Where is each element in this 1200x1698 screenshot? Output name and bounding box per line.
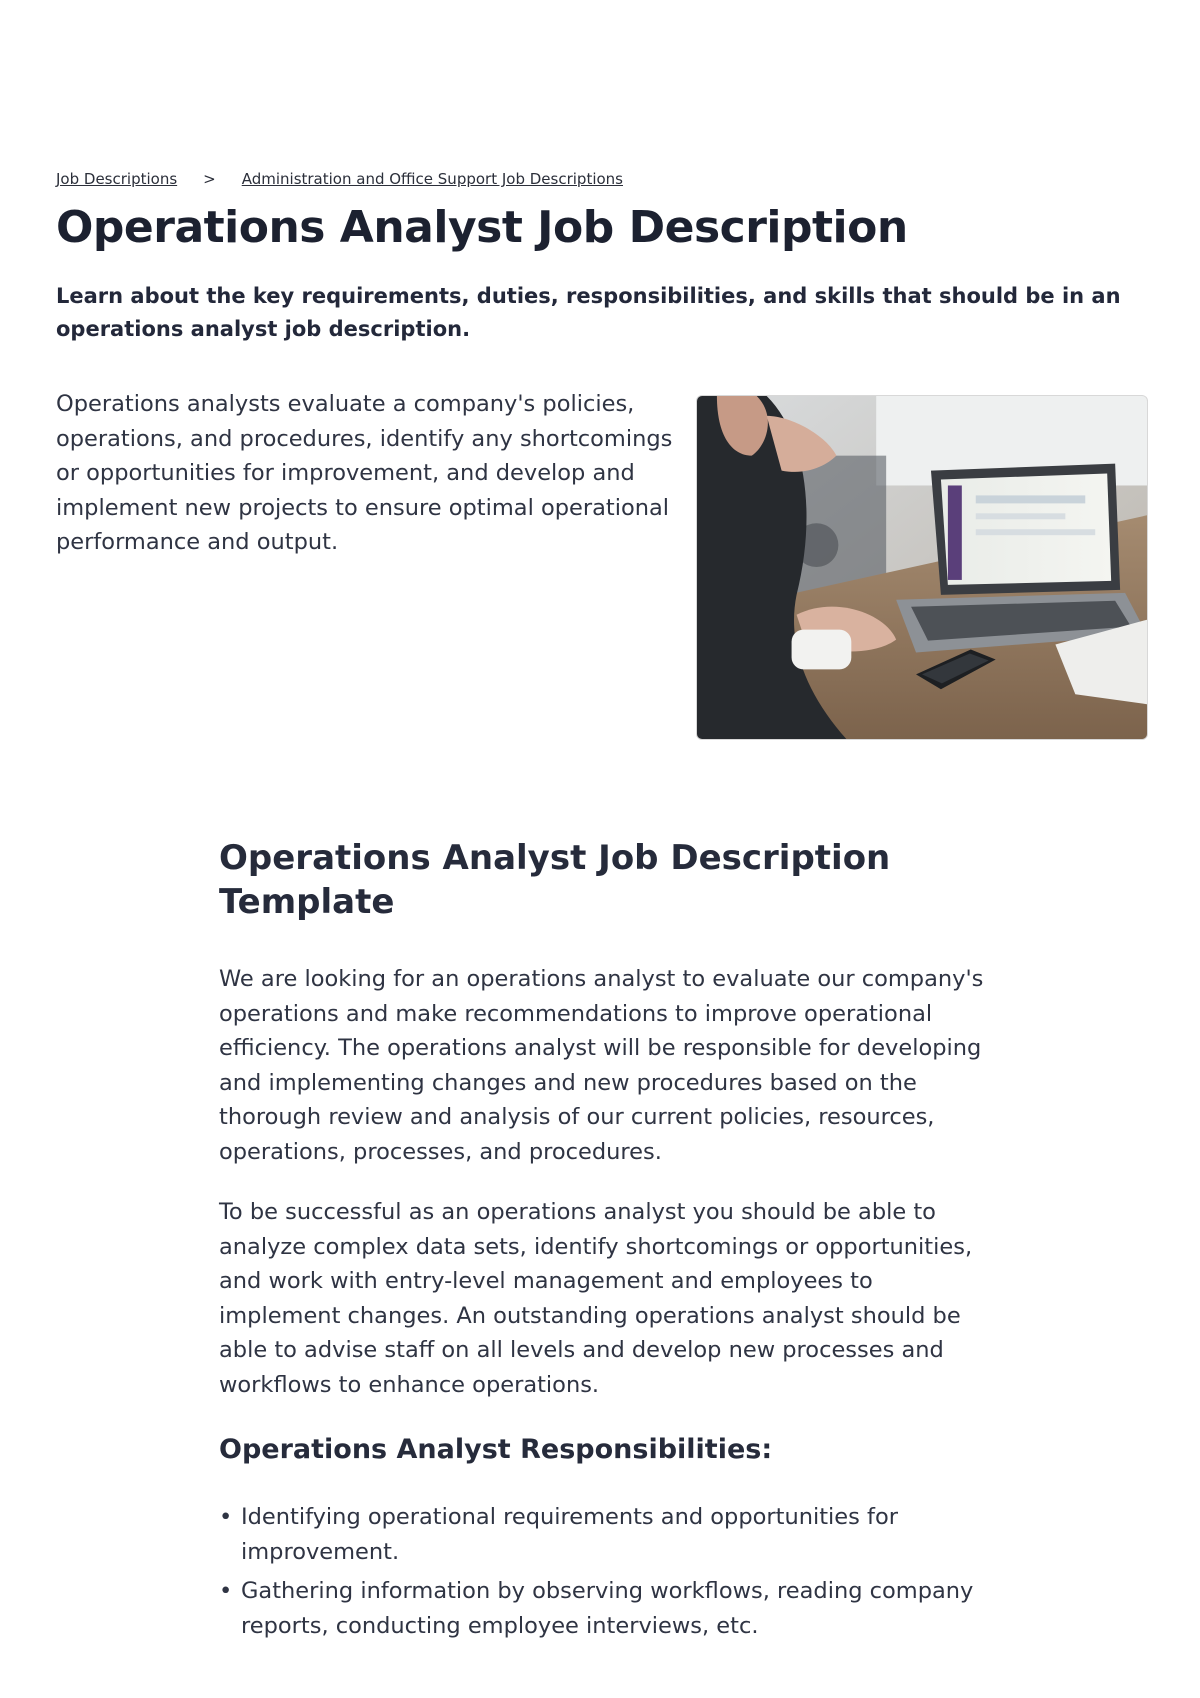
template-paragraph-2: To be successful as an operations analyst you should be able to analyze complex data sets, identify shortcomings or opportunities, and work with entry-level management and employees to implement changes. An outstanding operations analyst should be able to advise staff on all levels and develop new processes and workflows to enhance operations. xyxy=(219,1199,973,1398)
intro-paragraph: Operations analysts evaluate a company's policies, operations, and procedures, identify any shortcomings or opportunities for improvement, and develop and implement new projects to ensure optimal operational performance and output. xyxy=(56,391,673,555)
breadcrumb xyxy=(56,170,623,188)
list-item: • Gathering information by observing workflows, reading company reports, conducting employee interviews, etc. xyxy=(219,1574,989,1643)
template-paragraph-1: We are looking for an operations analyst to evaluate our company's operations and make recommendations to improve operational efficiency. The operations analyst will be responsible for developing and implementing changes and new procedures based on the thorough review and analysis of our current policies, resources, operations, processes, and procedures. xyxy=(219,966,984,1165)
template-section xyxy=(219,836,989,1648)
breadcrumb-link-job-descriptions[interactable]: Job Descriptions xyxy=(56,170,178,188)
template-heading: Operations Analyst Job Description Template xyxy=(219,838,891,922)
page-lead: Learn about the key requirements, duties, responsibilities, and skills that should be in an operations analyst job description. xyxy=(56,284,1121,341)
breadcrumb-separator: > xyxy=(203,170,216,188)
hero-image-illustration xyxy=(697,396,1147,739)
hero-image xyxy=(696,395,1148,740)
breadcrumb-link-admin-office-support[interactable]: Administration and Office Support Job Descriptions xyxy=(241,170,623,188)
page-title: Operations Analyst Job Description xyxy=(56,202,908,253)
responsibilities-heading: Operations Analyst Responsibilities: xyxy=(219,1434,773,1465)
responsibilities-list xyxy=(219,1500,989,1643)
list-item: • Identifying operational requirements and opportunities for improvement. xyxy=(219,1500,989,1569)
